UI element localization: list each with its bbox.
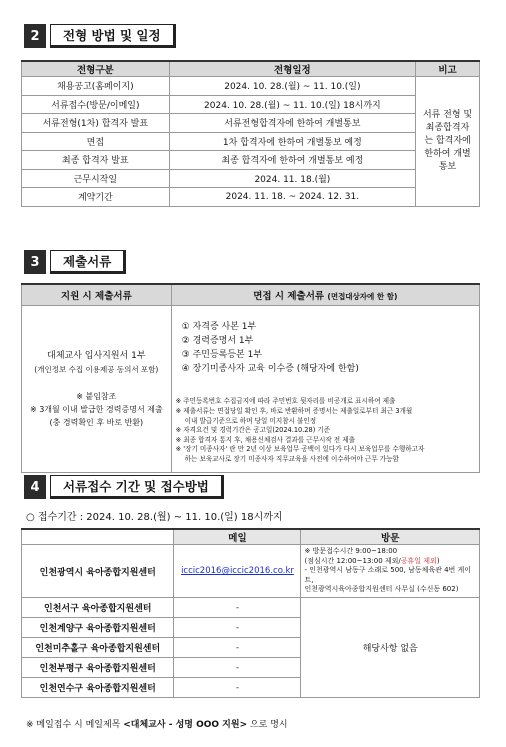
note-line: ※ '장기 미종사자' 란 만 2년 이상 보육업무 공백이 있다가 다시 보육업무를 수행하고자 bbox=[175, 445, 425, 454]
center-name: 인천서구 육아종합지원센터 bbox=[22, 598, 174, 618]
section-number: 2 bbox=[24, 24, 46, 48]
center-name: 인천연수구 육아종합지원센터 bbox=[22, 678, 174, 698]
schedule-cell: 2024. 11. 18.(월) bbox=[169, 169, 415, 188]
category-cell: 채용공고(홈페이지) bbox=[22, 77, 170, 96]
section-title: 제출서류 bbox=[50, 250, 126, 274]
center-name: 인천계양구 육아종합지원센터 bbox=[22, 618, 174, 638]
visit-address: 인천광역시육아종합지원센터 사무실 (수신동 602) bbox=[304, 585, 459, 594]
category-cell: 근무시작일 bbox=[22, 169, 170, 188]
visit-na-cell: 해당사항 없음 bbox=[301, 598, 480, 698]
table-row bbox=[22, 169, 480, 188]
interview-item: ③ 주민등록등본 1부 bbox=[181, 350, 263, 360]
schedule-cell: 1차 합격자에 한하여 개별통보 예정 bbox=[169, 132, 415, 151]
note-line: ※ 제출서류는 면접당일 확인 후, 바로 반환하며 증명서는 제출일로부터 최근 3개월 bbox=[175, 407, 413, 416]
table-row bbox=[22, 151, 480, 170]
header-interview-sub: (면접대상자에 한 함) bbox=[327, 292, 398, 301]
category-cell: 서류접수(방문/이메일) bbox=[22, 95, 170, 114]
lunch-text: (점심시간 12:00~13:00 제외/ bbox=[304, 556, 401, 565]
note-line: ※ 자격요건 및 경력기간은 공고일(2024.10.28) 기준 bbox=[175, 426, 331, 435]
note-line: ※ 주민등록번호 수집금지에 따라 주민번호 뒷자리를 비공개로 표시하여 제출 bbox=[175, 397, 396, 406]
email-cell: - bbox=[174, 618, 301, 638]
category-cell: 계약기간 bbox=[22, 188, 170, 207]
email-subject-note bbox=[26, 717, 288, 730]
visit-hours: ※ 방문접수시간 9:00~18:00 bbox=[304, 547, 398, 556]
interview-item: ② 경력증명서 1부 bbox=[181, 336, 254, 346]
schedule-cell: 2024. 10. 28.(월) ~ 11. 10.(일) bbox=[169, 77, 415, 96]
interview-items-cell bbox=[171, 306, 479, 391]
table-row bbox=[22, 545, 480, 598]
apply-doc-sub: (개인정보 수집 이용제공 동의서 포함) bbox=[34, 364, 159, 374]
header-email: 메일 bbox=[174, 529, 301, 545]
section-number: 3 bbox=[24, 250, 46, 274]
apply-doc: 대체교사 입사지원서 1부 bbox=[47, 350, 146, 361]
footer-text: ※ 메일접수 시 메일제목 bbox=[26, 720, 121, 730]
footer-text: 으로 명시 bbox=[249, 720, 288, 730]
email-cell bbox=[174, 545, 301, 598]
lunch-close: ) bbox=[436, 556, 440, 565]
section-4-header bbox=[24, 475, 224, 499]
section-number: 4 bbox=[24, 475, 46, 499]
schedule-cell: 서류전형합격자에 한하여 개별통보 bbox=[169, 114, 415, 133]
interview-item: ④ 장기미종사자 교육 이수증 (해당자에 한함) bbox=[181, 364, 359, 374]
visit-address: - 인천광역시 남동구 소래로 500, 남동체육관 4번 게이트, bbox=[304, 566, 472, 584]
visit-lunch bbox=[304, 557, 476, 567]
schedule-cell: 2024. 11. 18. ~ 2024. 12. 31. bbox=[169, 188, 415, 207]
section-3-header bbox=[24, 250, 126, 274]
table-row bbox=[22, 188, 480, 207]
category-cell: 면접 bbox=[22, 132, 170, 151]
header-interview-label: 면접 시 제출서류 bbox=[253, 291, 325, 302]
email-cell: - bbox=[174, 638, 301, 658]
documents-table bbox=[21, 283, 480, 473]
application-period: ○ 접수기간 : 2024. 10. 28.(월) ~ 11. 10.(일) 18시까지 bbox=[26, 512, 283, 523]
footer-subject: <대체교사 - 성명 OOO 지원> bbox=[123, 720, 248, 730]
header-apply-docs: 지원 시 제출서류 bbox=[22, 284, 172, 306]
category-cell: 최종 합격자 발표 bbox=[22, 151, 170, 170]
center-name: 인천미추홀구 육아종합지원센터 bbox=[22, 638, 174, 658]
center-name: 인천부평구 육아종합지원센터 bbox=[22, 658, 174, 678]
category-cell: 서류전형(1차) 합격자 발표 bbox=[22, 114, 170, 133]
note-line: 이내 발급기준으로 하며 당일 미지참시 불인정 bbox=[184, 416, 317, 425]
section-2-header bbox=[24, 24, 176, 48]
holiday-text: 공휴일 제외 bbox=[400, 556, 437, 565]
email-link[interactable]: iccic2016@iccic2016.co.kr bbox=[181, 566, 294, 576]
header-schedule: 전형일정 bbox=[169, 61, 415, 77]
email-cell: - bbox=[174, 658, 301, 678]
remark-cell: 서류 전형 및 최종합격자는 합격자에 한하여 개별통보 bbox=[416, 77, 480, 207]
apply-note: (충 경력확인 후 바로 반환) bbox=[49, 417, 144, 427]
header-center bbox=[22, 529, 174, 545]
interview-item: ① 자격증 사본 1부 bbox=[181, 322, 257, 332]
schedule-cell: 2024. 10. 28.(월) ~ 11. 10.(일) 18시까지 bbox=[169, 95, 415, 114]
header-remark: 비고 bbox=[416, 61, 480, 77]
section-title: 전형 방법 및 일정 bbox=[50, 24, 176, 48]
center-name: 인천광역시 육아종합지원센터 bbox=[22, 545, 174, 598]
email-cell: - bbox=[174, 598, 301, 618]
email-cell: - bbox=[174, 678, 301, 698]
interview-notes-cell bbox=[171, 390, 479, 473]
table-row bbox=[22, 77, 480, 96]
apply-docs-cell bbox=[22, 306, 172, 473]
apply-note: ※ 3개월 이내 발급한 경력증명서 제출 bbox=[29, 404, 163, 414]
section-title: 서류접수 기간 및 접수방법 bbox=[50, 475, 224, 499]
table-row bbox=[22, 114, 480, 133]
note-line: 하는 보육교사로 장기 미종사자 직무교육을 사전에 이수하여야 근무 가능함 bbox=[184, 454, 399, 463]
note-line: ※ 최종 합격자 통지 후, 채용신체검사 결과를 근무시작 전 제출 bbox=[175, 435, 356, 444]
header-category: 전형구분 bbox=[22, 61, 170, 77]
submission-table bbox=[21, 528, 480, 698]
schedule-table bbox=[21, 60, 480, 207]
table-row bbox=[22, 598, 480, 618]
apply-ref: ※ 붙임참조 bbox=[76, 391, 117, 401]
schedule-cell: 최종 합격자에 한하여 개별통보 예정 bbox=[169, 151, 415, 170]
table-row bbox=[22, 95, 480, 114]
table-row bbox=[22, 132, 480, 151]
header-visit: 방문 bbox=[301, 529, 480, 545]
header-interview-docs bbox=[171, 284, 479, 306]
visit-info-cell bbox=[301, 545, 480, 598]
